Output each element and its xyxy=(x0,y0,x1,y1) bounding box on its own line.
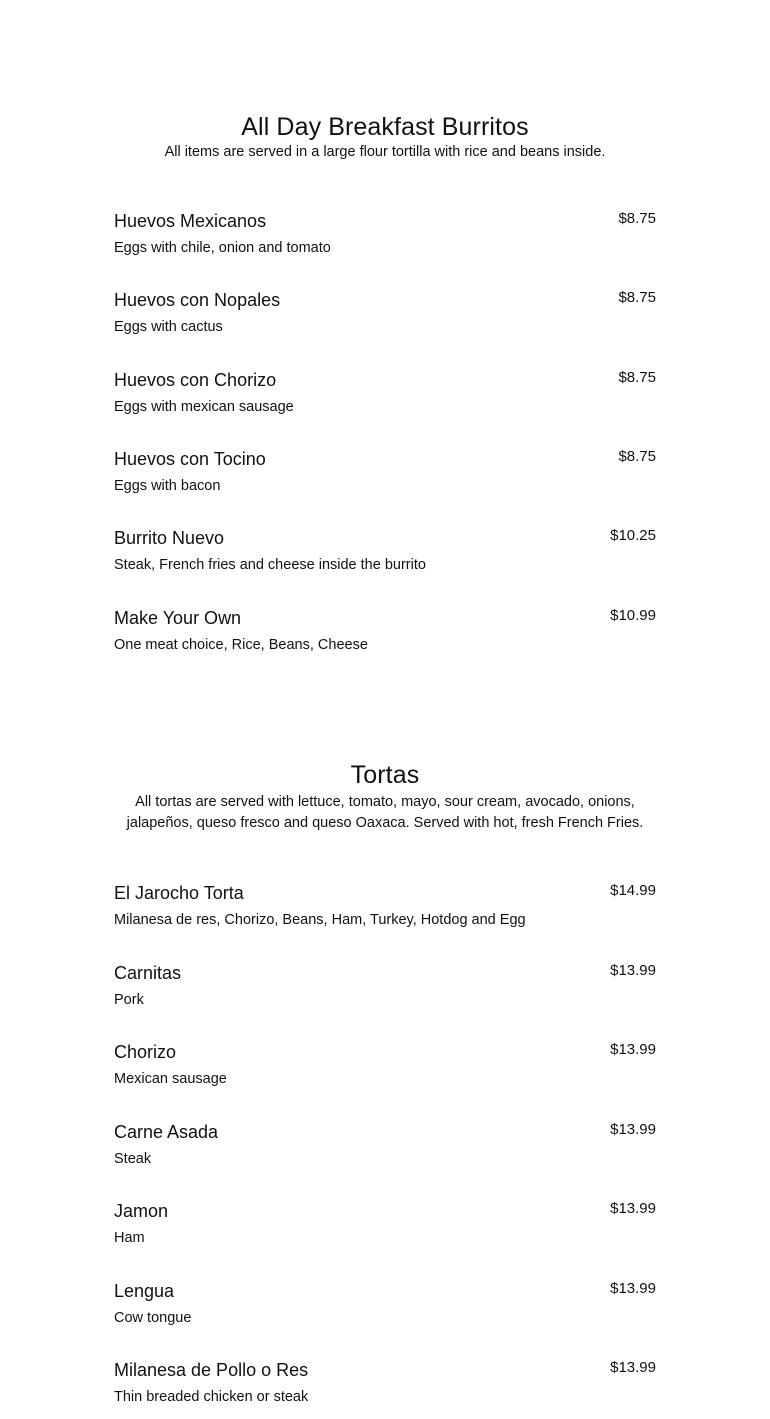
menu-item xyxy=(114,527,656,587)
menu-item xyxy=(114,1359,656,1419)
menu-item-name: Lengua xyxy=(114,1281,175,1301)
menu-item-price: $13.99 xyxy=(610,1359,656,1376)
menu-item xyxy=(114,369,656,429)
menu-item-name: Huevos con Chorizo xyxy=(114,370,277,390)
menu-item xyxy=(114,962,656,1022)
menu-item-description: Eggs with cactus xyxy=(114,319,223,335)
menu-item-name: Make Your Own xyxy=(114,608,242,628)
menu-item-description: Milanesa de res, Chorizo, Beans, Ham, Turkey, Hotdog and Egg xyxy=(114,912,526,928)
menu-item-price: $8.75 xyxy=(618,210,656,227)
menu-item-price: $8.75 xyxy=(618,448,656,465)
menu-item-price: $13.99 xyxy=(610,1041,656,1058)
section-title: Tortas xyxy=(350,761,420,789)
menu-item-name: El Jarocho Torta xyxy=(114,883,244,903)
menu-item-name: Huevos con Nopales xyxy=(114,290,281,310)
menu-item xyxy=(114,448,656,508)
menu-item xyxy=(114,1280,656,1340)
section-description-line-2: jalapeños, queso fresco and queso Oaxaca. Served with hot, fresh French Fries. xyxy=(126,815,644,831)
menu-item-price: $8.75 xyxy=(618,369,656,386)
menu-item-name: Chorizo xyxy=(114,1042,177,1062)
menu-item-price: $10.25 xyxy=(610,527,656,544)
menu-item-description: Mexican sausage xyxy=(114,1071,227,1087)
menu-item xyxy=(114,882,656,942)
menu-item-description: Eggs with bacon xyxy=(114,478,221,494)
section-title: All Day Breakfast Burritos xyxy=(241,113,529,141)
menu-item-description: Steak xyxy=(114,1151,152,1167)
breakfast-burritos-section xyxy=(114,112,656,653)
menu-item-name: Milanesa de Pollo o Res xyxy=(114,1360,309,1380)
menu-item-price: $10.99 xyxy=(610,607,656,624)
menu-item-name: Huevos Mexicanos xyxy=(114,211,267,231)
menu-item xyxy=(114,289,656,349)
section-description-line-1: All tortas are served with lettuce, tomato, mayo, sour cream, avocado, onions, xyxy=(135,794,635,810)
menu-item-description: Steak, French fries and cheese inside the burrito xyxy=(114,557,426,573)
menu-item-price: $14.99 xyxy=(610,882,656,899)
menu-item xyxy=(114,1041,656,1101)
menu-item-price: $13.99 xyxy=(610,1121,656,1138)
menu-item-description: One meat choice, Rice, Beans, Cheese xyxy=(114,637,368,653)
menu-item-name: Carnitas xyxy=(114,963,182,983)
menu-item xyxy=(114,607,656,667)
menu-item xyxy=(114,1200,656,1260)
menu-item-description: Eggs with mexican sausage xyxy=(114,399,294,415)
menu-item-description: Cow tongue xyxy=(114,1310,192,1326)
tortas-section xyxy=(114,760,656,1405)
menu-item-price: $8.75 xyxy=(618,289,656,306)
menu-item-price: $13.99 xyxy=(610,962,656,979)
menu-item xyxy=(114,1121,656,1181)
menu-item-price: $13.99 xyxy=(610,1200,656,1217)
section-description: All items are served in a large flour tortilla with rice and beans inside. xyxy=(164,144,606,160)
menu-item-price: $13.99 xyxy=(610,1280,656,1297)
menu-item-description: Pork xyxy=(114,992,144,1008)
menu-item-name: Carne Asada xyxy=(114,1122,219,1142)
menu-item-name: Burrito Nuevo xyxy=(114,528,225,548)
menu-item-description: Ham xyxy=(114,1230,145,1246)
menu-item-description: Thin breaded chicken or steak xyxy=(114,1389,309,1405)
menu-item-name: Jamon xyxy=(114,1201,169,1221)
menu-item xyxy=(114,210,656,270)
menu-item-description: Eggs with chile, onion and tomato xyxy=(114,240,331,256)
menu-item-name: Huevos con Tocino xyxy=(114,449,266,469)
